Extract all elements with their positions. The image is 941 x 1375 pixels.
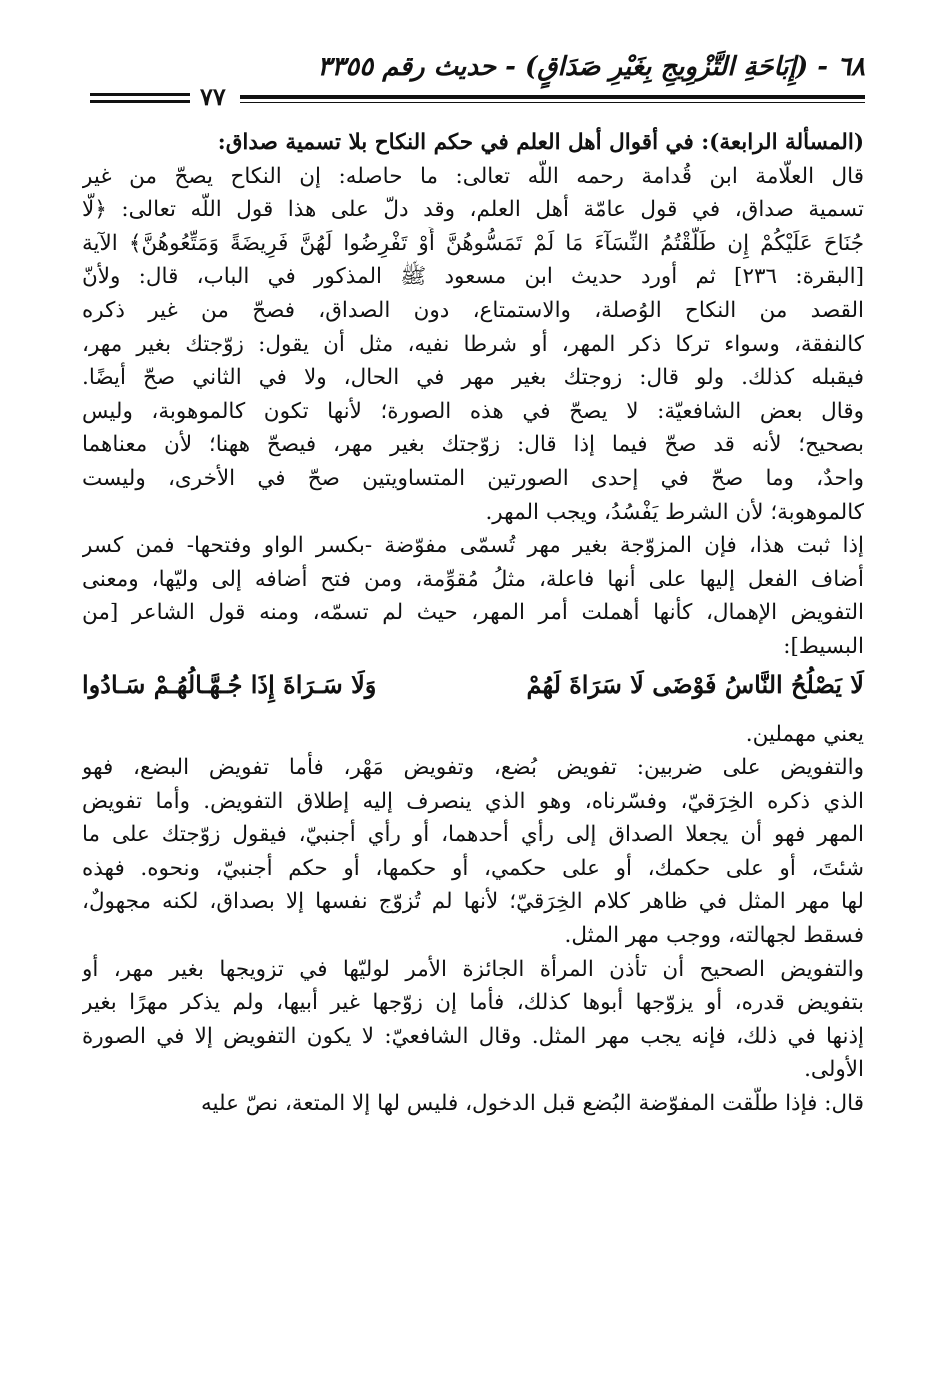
text-line: أضاف الفعل إليها على أنها فاعلة، مثلُ مُقوِّمة، ومن فتح أضافه إلى وليّها، ومعنى: [82, 566, 864, 592]
text-line: قال العلّامة ابن قُدامة رحمه اللّه تعالى: ما حاصله: إن النكاح يصحّ من غير: [82, 163, 864, 189]
text-line: يعني مهملين.: [745, 721, 864, 747]
running-header: [80, 52, 865, 110]
text-line: وقال بعض الشافعيّة: لا يصحّ في هذه الصورة؛ لأنها تكون كالموهوبة، وليس: [82, 398, 864, 424]
paragraph: [82, 1087, 864, 1121]
text-line: الذي ذكره الخِرَقيّ، وفسّرناه، وهو الذي ينصرف إليه إطلاق التفويض. وأما تفويض: [82, 788, 864, 814]
paragraph: [82, 668, 864, 718]
page-number-box: [80, 84, 240, 118]
paragraph: [82, 126, 864, 160]
page-body: [82, 126, 864, 1121]
text-line: بتفويض قدره، أو يزوّجها أبوها كذلك، فأما إن زوّجها غير أبيها، ولم يذكر مهرًا بغير: [82, 990, 864, 1016]
text-line: كالنفقة، وسواء تركا ذكر المهر، أو شرطا نفيه، مثل أن يقول: زوّجتك بغير مهر،: [82, 331, 864, 357]
paragraph: [82, 160, 864, 530]
paragraph: [82, 751, 864, 953]
text-line: الأولى.: [804, 1057, 864, 1083]
text-line: شئتَ، أو على حكمك، أو على حكمي، أو حكمها، أو حكم أجنبيّ، ونحوه. فهذه: [82, 855, 864, 881]
paragraph: [82, 953, 864, 1087]
paragraph: [82, 718, 864, 752]
text-line: (المسألة الرابعة): في أقوال أهل العلم في حكم النكاح بلا تسمية صداق:: [217, 130, 864, 155]
text-line: والتفويض على ضربين: تفويض بُضع، وتفويض مَهْر، فأما تفويض البضع، فهو: [82, 755, 864, 781]
text-line: بصحيح؛ لأنه قد صحّ فيما إذا قال: زوّجتك بغير مهر، فيصحّ ههنا؛ لأن معناهما: [82, 432, 864, 458]
text-line: كالموهوبة؛ لأن الشرط يَفْسُدُ، ويجب المهر.: [485, 499, 864, 525]
paragraph: [82, 529, 864, 663]
text-line: واحدٌ، وما صحّ في إحدى الصورتين المتساويتين صحّ في الأخرى، وليست: [82, 465, 864, 491]
text-line: البسيط]:: [783, 633, 864, 659]
text-line: [البقرة: ٢٣٦] ثم أورد حديث ابن مسعود ﷺ المذكور في الباب، قال: ولأنّ: [82, 264, 864, 290]
text-line: والتفويض الصحيح أن تأذن المرأة الجائزة الأمر لوليّها في تزويجها بغير مهر، أو: [82, 956, 864, 982]
text-line: فسقط لجهالته، ووجب مهر المثل.: [564, 923, 864, 949]
page-number-bars: [90, 93, 190, 107]
text-line: التفويض الإهمال، كأنها أهملت أمر المهر، حيث لم تسمّه، ومنه قول الشاعر [من: [82, 600, 864, 626]
text-line: قال: فإذا طلّقت المفوّضة البُضع قبل الدخول، فليس لها إلا المتعة، نصّ عليه: [200, 1091, 864, 1117]
text-line: القصد من النكاح الوُصلة، والاستمتاع، دون الصداق، فصحّ من غير ذكره: [82, 297, 864, 323]
verse-second-hemistich: وَلَا سَـرَاةَ إِذَا جُـهَّـالُهُـمْ سَـادُوا: [82, 669, 377, 699]
text-line: فيقبله كذلك. ولو قال: زوجتك بغير مهر في الحال، ولا في الثاني صحّ أيضًا.: [82, 365, 864, 391]
poetry-verse: [82, 668, 864, 718]
text-line: جُنَاحَ عَلَيْكُمْ إِن طَلَّقْتُمُ النِّسَآءَ مَا لَمْ تَمَسُّوهُنَّ أَوْ تَفْرِضُوا لَهُنَّ فَرِيضَةً وَمَتِّعُوهُنَّ﴾ الآية: [82, 230, 864, 256]
text-line: المهر فهو أن يجعلا الصداق إلى رأي أحدهما، أو رأي أجنبيّ، فيقول زوّجتك على ما: [82, 822, 864, 848]
text-line: إذا ثبت هذا، فإن المزوّجة بغير مهر تُسمّى مفوّضة -بكسر الواو وفتحها- فمن كسر: [82, 533, 864, 559]
text-line: إذنها في ذلك، فإنه يجب مهر المثل. وقال الشافعيّ: لا يكون التفويض إلا في الصورة: [82, 1023, 864, 1049]
page-number: ٧٧: [200, 82, 226, 111]
verse-first-hemistich: لَا يَصْلُحُ النَّاسُ فَوْضَى لَا سَرَاةَ لَهُمْ: [526, 669, 864, 699]
text-line: تسمية صداق، في قول عامّة أهل العلم، وقد دلّ على هذا قول اللّه تعالى: ﴿لَّا: [82, 197, 864, 223]
header-title: ٦٨ - (إِبَاحَةِ التَّزْوِيجِ بِغَيْرِ صَدَاقٍ) - حديث رقم ٣٣٥٥: [317, 52, 865, 82]
text-line: لها مهر المثل في ظاهر كلام الخِرَقيّ؛ لأنها لم تُزوّج نفسها إلا بصداق، لكنه مجهولٌ،: [82, 889, 864, 915]
